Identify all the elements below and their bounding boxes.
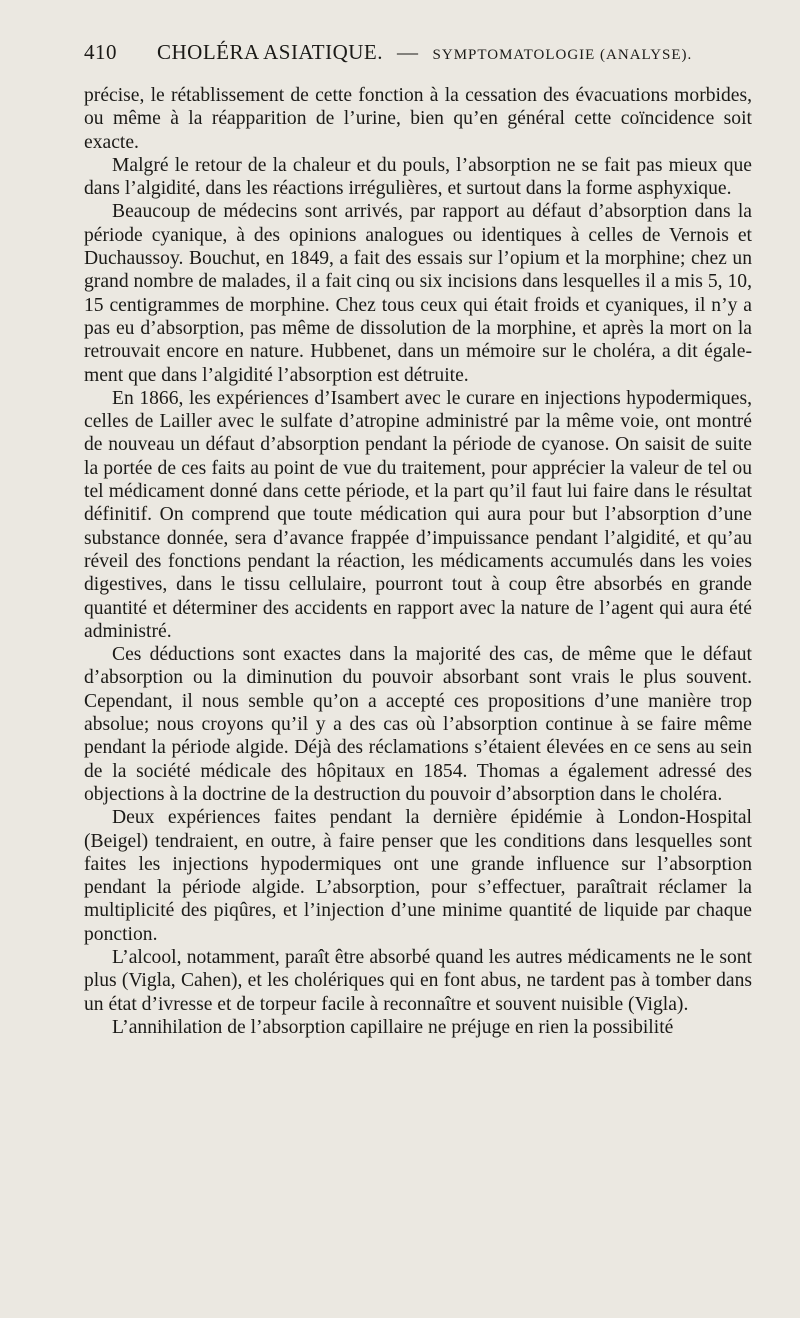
- paragraph: Ces déductions sont exactes dans la majorité des cas, de même que le défaut d’absorption ou la diminution du pouvoir absorbant sont vrais le plus souvent. Cependant, il nous semble qu’on a accepté ces propositions d’une manière trop absolue; nous croyons qu’il y a des cas où l’absorption continue à se faire même pendant la période algide. Déjà des réclamations s’étaient élevées en ce sens au sein de la société médicale des hôpitaux en 1854. Thomas a également adressé des objections à la doctrine de la destruction du pouvoir d’absorption dans le choléra.: [84, 644, 752, 805]
- paragraph: Deux expériences faites pendant la dernière épidémie à London-Hospital (Beigel) tendraient, en outre, à faire penser que les conditions dans lesquelles sont faites les injections hypodermiques ont une grande influence sur l’absorption pendant la période algide. L’absorption, pour s’effectuer, paraîtrait réclamer la multiplicité des piqûres, et l’injection d’une minime quantité de liquide par chaque ponction.: [84, 807, 752, 945]
- body-text: [84, 84, 752, 1039]
- header-separator: —: [397, 40, 419, 64]
- paragraph: L’alcool, notamment, paraît être absorbé quand les autres médicaments ne le sont plus (Vigla, Cahen), et les cholériques qui en font abus, ne tardent pas à tomber dans un état d’ivresse et de torpeur facile à reconnaître et souvent nuisible (Vigla).: [84, 946, 752, 1015]
- section-title: SYMPTOMATOLOGIE (ANALYSE).: [432, 47, 693, 63]
- paragraph: En 1866, les expériences d’Isambert avec le curare en injections hypodermiques, celles de Lailler avec le sulfate d’atropine administré par la même voie, ont montré de nouveau un défaut d’absorption pendant la période de cyanose. On saisit de suite la portée de ces faits au point de vue du traitement, pour apprécier la valeur de tel ou tel médicament donné dans cette période, et la part qu’il faut lui faire dans le résultat définitif. On comprend que toute médication qui aura pour but l’absorption d’une substance donnée, sera d’avance frappée d’impuissance pendant l’algidité, et qu’au réveil des fonctions pendant la réaction, les médicaments accumulés dans les voies digestives, dans le tissu cellulaire, pourront tout à coup être absorbés en grande quantité et déterminer des accidents en rapport avec la nature de l’agent qui aura été administré.: [84, 387, 752, 642]
- paragraph: Malgré le retour de la chaleur et du pouls, l’absorption ne se fait pas mieux que dans l’algidité, dans les réactions irrégulières, et surtout dans la forme asphyxique.: [84, 154, 752, 200]
- page-number: 410: [84, 40, 117, 64]
- paragraph: Beaucoup de médecins sont arrivés, par rapport au défaut d’absorption dans la période cyanique, à des opinions analogues ou identiques à celles de Vernois et Duchaussoy. Bouchut, en 1849, a fait des essais sur l’opium et la morphine; chez un grand nombre de malades, il a fait cinq ou six incisions dans lesquelles il a mis 5, 10, 15 centigrammes de morphine. Chez tous ceux qui était froids et cyaniques, il n’y a pas eu d’absorption, pas même de dissolution de la morphine, et après la mort on la retrouvait encore en nature. Hubbenet, dans un mémoire sur le choléra, a dit également que dans l’algidité l’absorption est détruite.: [84, 201, 752, 386]
- paragraph: L’annihilation de l’absorption capillaire ne préjuge en rien la possibilité: [112, 1016, 674, 1038]
- paragraph: précise, le rétablissement de cette fonction à la cessation des évacuations morbides, ou même à la réapparition de l’urine, bien qu’en général cette coïncidence soit exacte.: [84, 85, 752, 153]
- running-header: [84, 40, 752, 84]
- running-title: CHOLÉRA ASIATIQUE.: [157, 40, 384, 64]
